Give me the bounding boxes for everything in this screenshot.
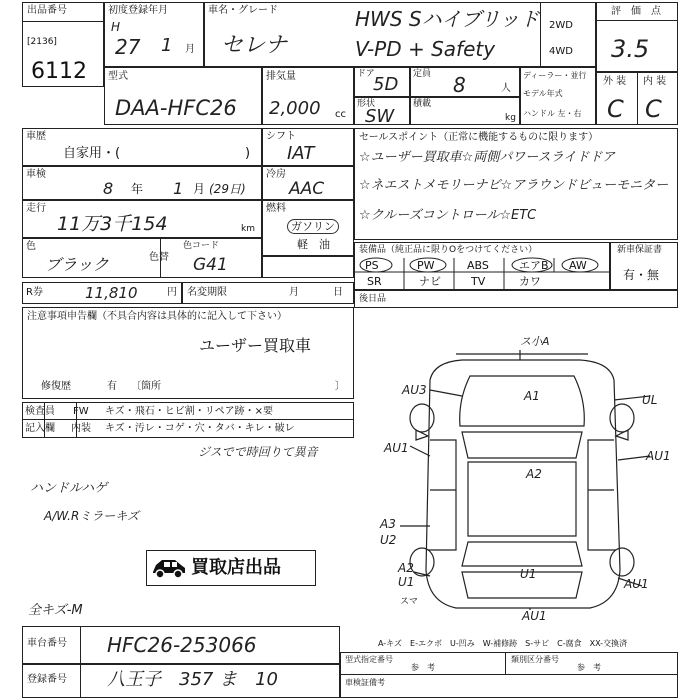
notes-box xyxy=(22,307,354,399)
car-icon xyxy=(151,556,187,580)
diag-label-ul: UL xyxy=(642,393,658,407)
name-box xyxy=(204,2,596,67)
model-year-label: モデル年式 xyxy=(523,89,563,98)
inspector-label-1: 検査員 xyxy=(25,406,55,417)
warranty-label: 新車保証書 xyxy=(617,245,663,255)
cert-r1b: 参 考 xyxy=(411,663,435,672)
registration-label: 登録番号 xyxy=(27,674,67,685)
inspection-label: 車検 xyxy=(26,169,46,180)
fuel-label: 燃料 xyxy=(266,203,286,214)
color-changed-label: 色替 xyxy=(149,252,169,263)
shape-label: 形状 xyxy=(357,99,376,109)
fuel-diesel: 軽 油 xyxy=(297,238,330,251)
equip-pw: PW xyxy=(417,259,435,272)
displacement-label: 排気量 xyxy=(266,71,296,82)
color-right xyxy=(262,256,354,278)
namechange-box xyxy=(182,282,354,304)
repair-label: 修復歴 xyxy=(41,381,71,392)
inspector-naiso: 内装 xyxy=(71,423,91,434)
inspector-row1: キズ・飛石・ヒビ割・リペア跡・×要 xyxy=(105,406,273,417)
dealer-box xyxy=(520,67,596,125)
chassis-box xyxy=(22,626,340,664)
doors-label: ドア xyxy=(357,69,375,79)
diag-label-top: ス小A xyxy=(520,335,550,348)
selling-points-label: セールスポイント（正常に機能するものに限ります） xyxy=(359,132,599,143)
selling-point-2: ☆ネエストメモリーナビ☆アラウンドビューモニター xyxy=(359,178,669,193)
diag-label-a1: A1 xyxy=(524,389,540,403)
diag-label-u1-left: U1 xyxy=(398,575,415,589)
drive-2wd: 2WD xyxy=(549,20,573,31)
diag-label-au1-bottom: AU1 xyxy=(522,609,547,623)
drive-box xyxy=(540,2,596,67)
shift-label: シフト xyxy=(266,131,296,142)
cert-box xyxy=(340,652,678,698)
month-unit: 月 xyxy=(185,44,195,55)
mileage-unit: km xyxy=(241,224,255,234)
diag-label-au1-br: AU1 xyxy=(624,577,649,591)
model-label: 型式 xyxy=(108,71,128,82)
recycle-box xyxy=(22,282,182,304)
registration-box xyxy=(22,664,340,698)
model-box xyxy=(104,67,262,125)
model: DAA-HFC26 xyxy=(115,96,237,120)
inspection-year: 8 xyxy=(103,179,114,198)
notes-label: 注意事項申告欄（不具合内容は具体的に記入して下さい） xyxy=(27,311,287,322)
recycle-label: R券 xyxy=(26,287,43,298)
first-reg-box xyxy=(104,2,204,67)
era: H xyxy=(111,20,121,34)
score: 3.5 xyxy=(611,35,650,63)
chassis-value: HFC26-253066 xyxy=(107,633,257,657)
load-box xyxy=(410,97,520,125)
equipment-circles xyxy=(354,242,610,290)
fuel-box xyxy=(262,200,354,256)
remark-2: ハンドルハゲ xyxy=(30,481,108,496)
shop-badge-text: 買取店出品 xyxy=(191,557,281,578)
registration-value: 八王子 357 ま 10 xyxy=(107,669,278,690)
displacement: 2,000 xyxy=(269,98,321,119)
name-change-label: 名変期限 xyxy=(187,287,227,298)
dealer-label: ディーラー・並行 xyxy=(523,71,587,80)
cert-r2: 類別区分番号 xyxy=(511,655,559,664)
doors-box xyxy=(354,67,410,97)
displacement-unit: cc xyxy=(335,109,346,120)
diag-label-au1-right: AU1 xyxy=(646,449,671,463)
shift-box xyxy=(262,128,354,166)
ac-value: AAC xyxy=(289,179,325,199)
diag-label-au3: AU3 xyxy=(402,383,427,397)
name-change-month: 月 xyxy=(289,287,299,298)
lot-code: [2136] xyxy=(27,37,57,47)
first-reg-month: 1 xyxy=(161,35,173,56)
inspector-row2: キズ・汚レ・コゲ・穴・タバ・キレ・破レ xyxy=(105,423,295,434)
mileage-value: 11万3千154 xyxy=(57,213,168,235)
cert-r1: 型式指定番号 xyxy=(345,655,393,664)
fuel-gas: ガソリン xyxy=(287,219,339,234)
history-label: 車歴 xyxy=(26,131,46,142)
diag-label-u1: U1 xyxy=(520,567,537,581)
recycle-unit: 円 xyxy=(167,287,177,298)
shape-box xyxy=(354,97,410,125)
warranty-box xyxy=(610,242,678,290)
lot-number: 6112 xyxy=(31,59,87,84)
capacity-unit: 人 xyxy=(501,83,511,94)
equip-navi: ナビ xyxy=(419,275,441,288)
doors: 5D xyxy=(373,74,399,95)
recycle-value: 11,810 xyxy=(85,284,138,302)
load-unit: kg xyxy=(505,113,516,123)
warranty-value: 有・無 xyxy=(623,268,660,282)
diag-label-au1-left: AU1 xyxy=(384,441,409,455)
mileage-box xyxy=(22,200,262,238)
ac-label: 冷房 xyxy=(266,169,286,180)
diag-label-sumama: スマ xyxy=(400,597,418,607)
grade-line2: V-PD + Safety xyxy=(355,37,496,61)
diag-label-a2-left: A2 xyxy=(398,561,414,575)
inspection-box xyxy=(22,166,262,200)
cert-r3: 車検証備考 xyxy=(345,678,385,687)
rear-label: 後日品 xyxy=(359,294,387,304)
score-label: 評 価 点 xyxy=(611,6,661,17)
color-code: G41 xyxy=(193,255,228,275)
first-reg-label: 初度登録年月 xyxy=(108,5,168,16)
equip-sr: SR xyxy=(367,275,382,288)
lot-label: 出品番号 xyxy=(27,5,67,16)
remark-1: ジスでで時回りて異音 xyxy=(198,445,318,459)
inspection-month: 1 xyxy=(173,179,184,198)
history-close: ) xyxy=(245,146,251,161)
grade-line1: HWS Sハイブリッド xyxy=(355,7,540,31)
diag-label-a2: A2 xyxy=(526,467,542,481)
equip-ps: PS xyxy=(365,259,379,272)
equip-tv: TV xyxy=(471,275,486,288)
equip-abs: ABS xyxy=(467,259,489,272)
exterior-grade: C xyxy=(607,95,624,123)
notes-value: ユーザー買取車 xyxy=(199,336,312,355)
inspection-year-unit: 年 xyxy=(131,182,144,196)
capacity: 8 xyxy=(453,73,466,97)
remark-4: 全キズ-M xyxy=(28,603,83,618)
color-code-label: 色コード xyxy=(183,241,220,251)
damage-legend: A-キズ E-エクボ U-凹み W-補修跡 S-サビ C-腐食 XX-交換済 xyxy=(378,639,628,648)
diag-label-a3: A3 xyxy=(380,517,396,531)
car-name: セレナ xyxy=(221,33,288,58)
name-change-day: 日 xyxy=(333,287,343,298)
inspector-fw: FW xyxy=(73,406,89,417)
cert-r2b: 参 考 xyxy=(577,663,601,672)
chassis-label: 車台番号 xyxy=(27,638,67,649)
color-value: ブラック xyxy=(45,255,109,274)
inspection-day: (29日) xyxy=(209,182,246,196)
shop-badge xyxy=(146,550,316,586)
selling-point-1: ☆ユーザー買取車☆両側パワースライドドア xyxy=(359,150,615,165)
load-label: 積載 xyxy=(413,99,432,109)
capacity-box xyxy=(410,67,520,97)
name-label: 車名・グレード xyxy=(208,5,278,16)
color-label: 色 xyxy=(26,241,36,252)
first-reg-year: 27 xyxy=(115,35,141,59)
inspector-label-2: 記入欄 xyxy=(25,423,55,434)
inspector-box xyxy=(22,402,354,438)
score-box xyxy=(596,2,678,72)
mileage-label: 走行 xyxy=(26,203,46,214)
equipment-label: 装備品（純正品に限りOをつけてください） xyxy=(359,245,538,255)
selling-point-3: ☆クルーズコントロール☆ETC xyxy=(359,208,537,223)
repair-close: 〕 xyxy=(335,381,345,392)
history-value: 自家用・( xyxy=(63,146,121,161)
interior-label: 内 装 xyxy=(643,76,667,87)
shape: SW xyxy=(365,106,395,127)
disp-box xyxy=(262,67,354,125)
equip-airbag: エアB xyxy=(519,259,549,272)
remark-3: A/W.Rミラーキズ xyxy=(44,509,140,523)
repair-place: 〔箇所 xyxy=(131,381,161,392)
diag-label-u2: U2 xyxy=(380,533,397,547)
color-box xyxy=(22,238,262,278)
capacity-label: 定員 xyxy=(413,69,432,79)
history-box xyxy=(22,128,262,166)
rear-box xyxy=(354,290,678,308)
exterior-label: 外 装 xyxy=(603,76,627,87)
shift-value: IAT xyxy=(287,143,315,164)
drive-4wd: 4WD xyxy=(549,46,573,57)
lot-box xyxy=(22,2,104,87)
ac-box xyxy=(262,166,354,200)
selling-points-box xyxy=(354,128,678,240)
inspection-month-unit: 月 xyxy=(193,182,206,196)
equip-aw: AW xyxy=(569,259,587,272)
handle-label: ハンドル 左・右 xyxy=(523,109,582,118)
interior-grade: C xyxy=(645,95,662,123)
repair-value: 有 xyxy=(107,381,117,392)
equip-leather: カワ xyxy=(519,275,541,288)
